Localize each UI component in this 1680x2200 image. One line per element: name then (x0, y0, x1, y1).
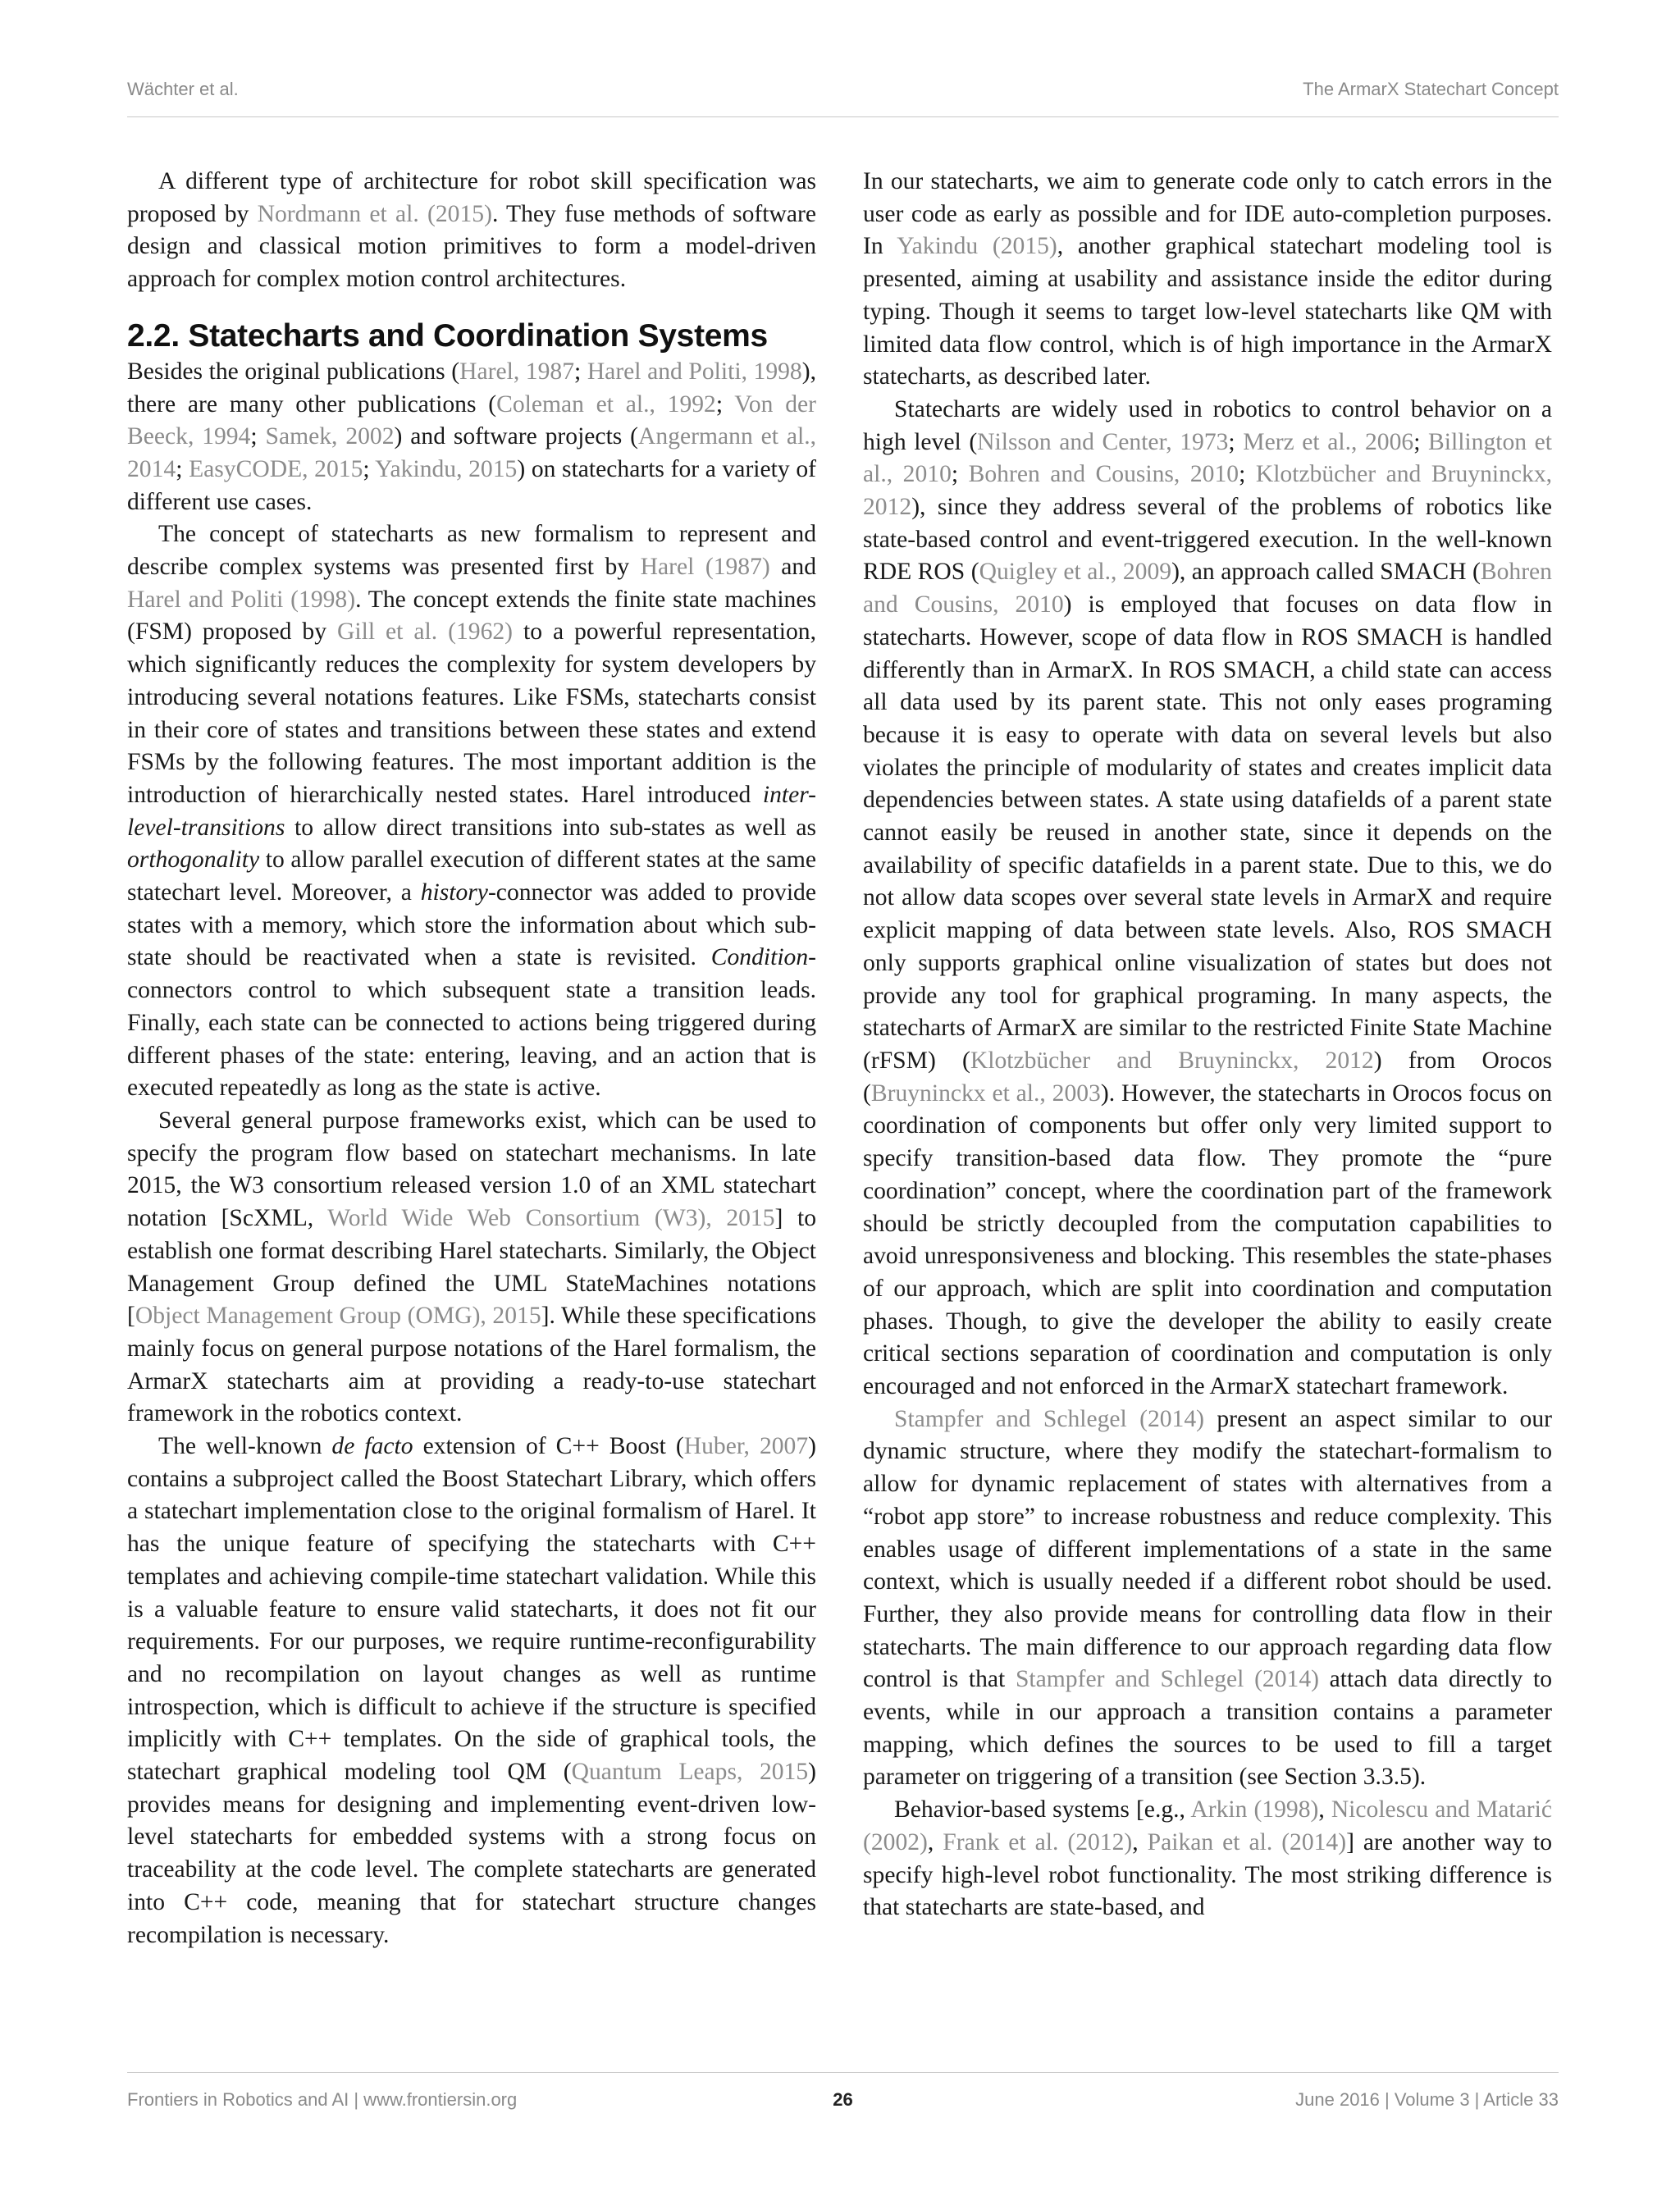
right-column (863, 166, 1552, 1924)
text: , (927, 1828, 943, 1855)
text: ) from Orocos ( (863, 1047, 1552, 1107)
citation-link[interactable]: Nilsson and Center, 1973 (977, 428, 1229, 455)
citation-link[interactable]: Harel and Politi, 1998 (587, 358, 802, 385)
citation-link[interactable]: Huber, 2007 (683, 1433, 809, 1460)
citation-link[interactable]: Nicolescu and Matarić (2002) (863, 1796, 1552, 1855)
citation-link[interactable]: Harel and Politi (1998) (127, 586, 356, 613)
header-authors: Wächter et al. (127, 79, 239, 99)
citation-link[interactable]: Harel, 1987 (459, 358, 574, 385)
text: ) provides means for designing and implementing event-driven low-level statecharts for embedded systems with a strong focus on traceability at the code level. The complete statecharts are generated into C++ code, meaning that for statechart structure changes recompilation is necessary. (127, 1759, 817, 1948)
citation-link[interactable]: Merz et al., 2006 (1243, 428, 1414, 455)
text: extension of C++ Boost ( (413, 1433, 684, 1460)
citation-link[interactable]: Object Management Group (OMG), 2015 (135, 1303, 541, 1330)
citation-link[interactable]: Billington et al., 2010 (863, 428, 1553, 488)
text: Besides the original publications ( (127, 358, 460, 385)
text: ), there are many other publications ( (127, 358, 816, 418)
citation-link[interactable]: Yakindu, 2015 (375, 455, 518, 482)
citation-link[interactable]: Gill et al. (1962) (337, 618, 514, 646)
paragraph (863, 1404, 1552, 1794)
text: The concept of statecharts as new formalism to represent and describe complex systems was presented first by (127, 521, 816, 581)
citation-link[interactable]: Stampfer and Schlegel (2014) (1015, 1666, 1319, 1693)
citation-link[interactable]: Bohren and Cousins, 2010 (968, 461, 1239, 488)
text: ; (574, 358, 587, 385)
paragraph (127, 1105, 816, 1431)
text: , another graphical statechart modeling tool is presented, aiming at usability and assistance inside the editor during typing. Though it seems to target low-level statecharts like QM with limited data flow control, which is of high importance in the ArmarX statecharts, as described later. (863, 233, 1553, 390)
text: ; (363, 455, 376, 482)
text: -connector was added to provide states with a memory, which store the information about which sub-state should be reactivated when a state is revisited. (127, 879, 816, 971)
text: Statecharts are widely used in robotics to control behavior on a high level ( (863, 395, 1552, 455)
text: to a powerful representation, which significantly reduces the complexity for system developers by introducing several notations features. Like FSMs, statecharts consist in their core of states and transitions between these states and extend FSMs by the following features. The most important addition is the introduction of hierarchically nested states. Harel introduced (127, 618, 816, 808)
text: attach data directly to events, while in our approach a transition contains a parameter mapping, which defines the sources to be used to fill a target parameter on triggering of a transition (see Section 3.3.5). (863, 1666, 1553, 1791)
paragraph (863, 166, 1552, 394)
text: ; (1239, 461, 1256, 488)
citation-link[interactable]: World Wide Web Consortium (W3), 2015 (327, 1205, 775, 1232)
text: A different type of architecture for robot skill specification was proposed by (127, 168, 816, 227)
footer-issue: June 2016 | Volume 3 | Article 33 (1295, 2089, 1559, 2110)
citation-link[interactable]: EasyCODE, 2015 (189, 455, 363, 482)
citation-link[interactable]: Von der Beeck, 1994 (127, 390, 816, 450)
citation-link[interactable]: Paikan et al. (2014) (1147, 1828, 1347, 1855)
italic-term: Condition (710, 944, 809, 971)
citation-link[interactable]: Bruyninckx et al., 2003 (870, 1079, 1101, 1107)
citation-link[interactable]: Arkin (1998) (1190, 1796, 1319, 1823)
paragraph (127, 518, 816, 1105)
text: , (1132, 1828, 1148, 1855)
citation-link[interactable]: Frank et al. (2012) (943, 1828, 1133, 1855)
citation-link[interactable]: Angermann et al., 2014 (127, 423, 817, 482)
text: ; (1228, 428, 1244, 455)
italic-term: orthogonality (127, 847, 260, 874)
text: and (769, 554, 817, 581)
text: ; (176, 455, 189, 482)
italic-term: history (420, 879, 488, 906)
text: ) is employed that focuses on data flow in statecharts. However, scope of data flow in ROS SMACH is handled differently than in ArmarX. In ROS SMACH, a child state can access all data used by its parent state. This not only eases programing because it is easy to operate with data on several levels but also violates the principle of modularity of states and creates implicit data dependencies between states. A state using datafields of a parent state cannot easily be reused in another state, since it depends on the availability of specific datafields in a parent state. Due to this, we do not allow data scopes over several state levels in ArmarX and require explicit mapping of data between state levels. Also, ROS SMACH only supports graphical online visualization of states but does not provide any tool for graphical programing. In many aspects, the statecharts of ArmarX are similar to the restricted Finite State Machine (rFSM) ( (863, 591, 1552, 1074)
section-heading: 2.2. Statecharts and Coordination Systems (127, 317, 768, 354)
citation-link[interactable]: Quigley et al., 2009 (979, 559, 1172, 586)
text: ; (715, 390, 735, 418)
text: . They fuse methods of software design and classical motion primitives to form a model-driven approach for complex motion control architectures. (127, 200, 816, 293)
text: ), an approach called SMACH ( (1171, 559, 1481, 586)
citation-link[interactable]: Quantum Leaps, 2015 (571, 1759, 809, 1786)
paragraph (863, 1794, 1552, 1924)
text: ) on statecharts for a variety of different use cases. (127, 455, 816, 515)
text: ] are another way to specify high-level robot functionality. The most striking difference is that statecharts are state-based, and (863, 1828, 1553, 1921)
italic-term: inter-level-transitions (127, 781, 816, 841)
text: ) contains a subproject called the Boost Statechart Library, which offers a statechart implementation close to the original formalism of Harel. It has the unique feature of specifying the statecharts with C++ templates and achieving compile-time statechart validation. While this is a valuable feature to ensure valid statecharts, it does not fit our requirements. For our purposes, we require runtime-reconfigurability and no recompilation on layout changes as well as runtime introspection, which is difficult to achieve if the structure is specified implicitly with C++ templates. On the side of graphical tools, the statechart graphical modeling tool QM ( (127, 1433, 816, 1786)
citation-link[interactable]: Yakindu (2015) (897, 233, 1057, 260)
text: ), since they address several of the problems of robotics like state-based control and event-triggered execution. In the well-known RDE ROS ( (863, 494, 1552, 586)
text: ; (951, 461, 969, 488)
text: to allow direct transitions into sub-states as well as (285, 814, 816, 841)
left-column (127, 166, 816, 1951)
citation-link[interactable]: Harel (1987) (640, 554, 770, 581)
italic-term: de facto (331, 1433, 413, 1460)
citation-link[interactable]: Stampfer and Schlegel (2014) (894, 1405, 1205, 1432)
citation-link[interactable]: Bohren and Cousins, 2010 (863, 559, 1552, 618)
header-title: The ArmarX Statechart Concept (1303, 79, 1559, 99)
text: to allow parallel execution of different states at the same statechart level. Moreover, a (127, 847, 816, 906)
text: . The concept extends the finite state machines (FSM) proposed by (127, 586, 816, 646)
text: Several general purpose frameworks exist, which can be used to specify the program flow based on statechart mechanisms. In late 2015, the W3 consortium released version 1.0 of an XML statechart notation [ScXML, (127, 1107, 816, 1232)
citation-link[interactable]: Klotzbücher and Bruyninckx, 2012 (863, 461, 1553, 521)
text: ; (250, 423, 266, 450)
paragraph (863, 394, 1552, 1404)
running-footer (127, 2089, 1559, 2114)
footer-rule (127, 2072, 1559, 2073)
text: In our statecharts, we aim to generate code only to catch errors in the user code as early as possible and for IDE auto-completion purposes. In (863, 168, 1552, 260)
citation-link[interactable]: Klotzbücher and Bruyninckx, 2012 (970, 1047, 1374, 1074)
text: The well-known (158, 1433, 332, 1460)
text: ; (1413, 428, 1429, 455)
citation-link[interactable]: Samek, 2002 (265, 423, 395, 450)
paragraph (127, 356, 816, 519)
text: ) and software projects ( (394, 423, 639, 450)
text: Behavior-based systems [e.g., (894, 1796, 1191, 1823)
text: ]. While these specifications mainly focus on general purpose notations of the Harel formalism, the ArmarX statecharts aim at providing a ready-to-use statechart framework in the robotics context. (127, 1303, 816, 1427)
text: -connectors control to which subsequent state a transition leads. Finally, each state can be connected to actions being triggered during different phases of the state: entering, leaving, and an action that is executed repeatedly as long as the state is active. (127, 944, 816, 1102)
text: ). However, the statecharts in Orocos focus on coordination of components but offer only very limited support to specify transition-based data flow. They promote the “pure coordination” concept, where the coordination part of the framework should be strictly decoupled from the computation capabilities to avoid unresponsiveness and blocking. This resembles the state-phases of our approach, which are split into coordination and computation phases. Though, to give the developer the ability to easily create critical sections separation of coordination and computation is only encouraged and not enforced in the ArmarX statechart framework. (863, 1079, 1552, 1400)
citation-link[interactable]: Nordmann et al. (2015) (257, 200, 492, 227)
text: ] to establish one format describing Harel statecharts. Similarly, the Object Management Group defined the UML StateMachines notations [ (127, 1205, 816, 1330)
text: , (1318, 1796, 1331, 1823)
footer-journal: Frontiers in Robotics and AI | www.frontiersin.org (127, 2089, 518, 2110)
paragraph (127, 1431, 816, 1951)
page-number: 26 (833, 2089, 853, 2110)
text: present an aspect similar to our dynamic structure, where they modify the statechart-formalism to allow for dynamic replacement of states with alternatives from a “robot app store” to increase robustness and reduce complexity. This enables usage of different implementations of a state in the same context, which is usually needed if a different robot should be used. Further, they also provide means for controlling data flow in their statecharts. The main difference to our approach regarding data flow control is that (863, 1405, 1553, 1693)
citation-link[interactable]: Coleman et al., 1992 (496, 390, 716, 418)
header-rule (127, 116, 1559, 117)
paragraph (127, 166, 816, 296)
running-header (127, 79, 1559, 103)
